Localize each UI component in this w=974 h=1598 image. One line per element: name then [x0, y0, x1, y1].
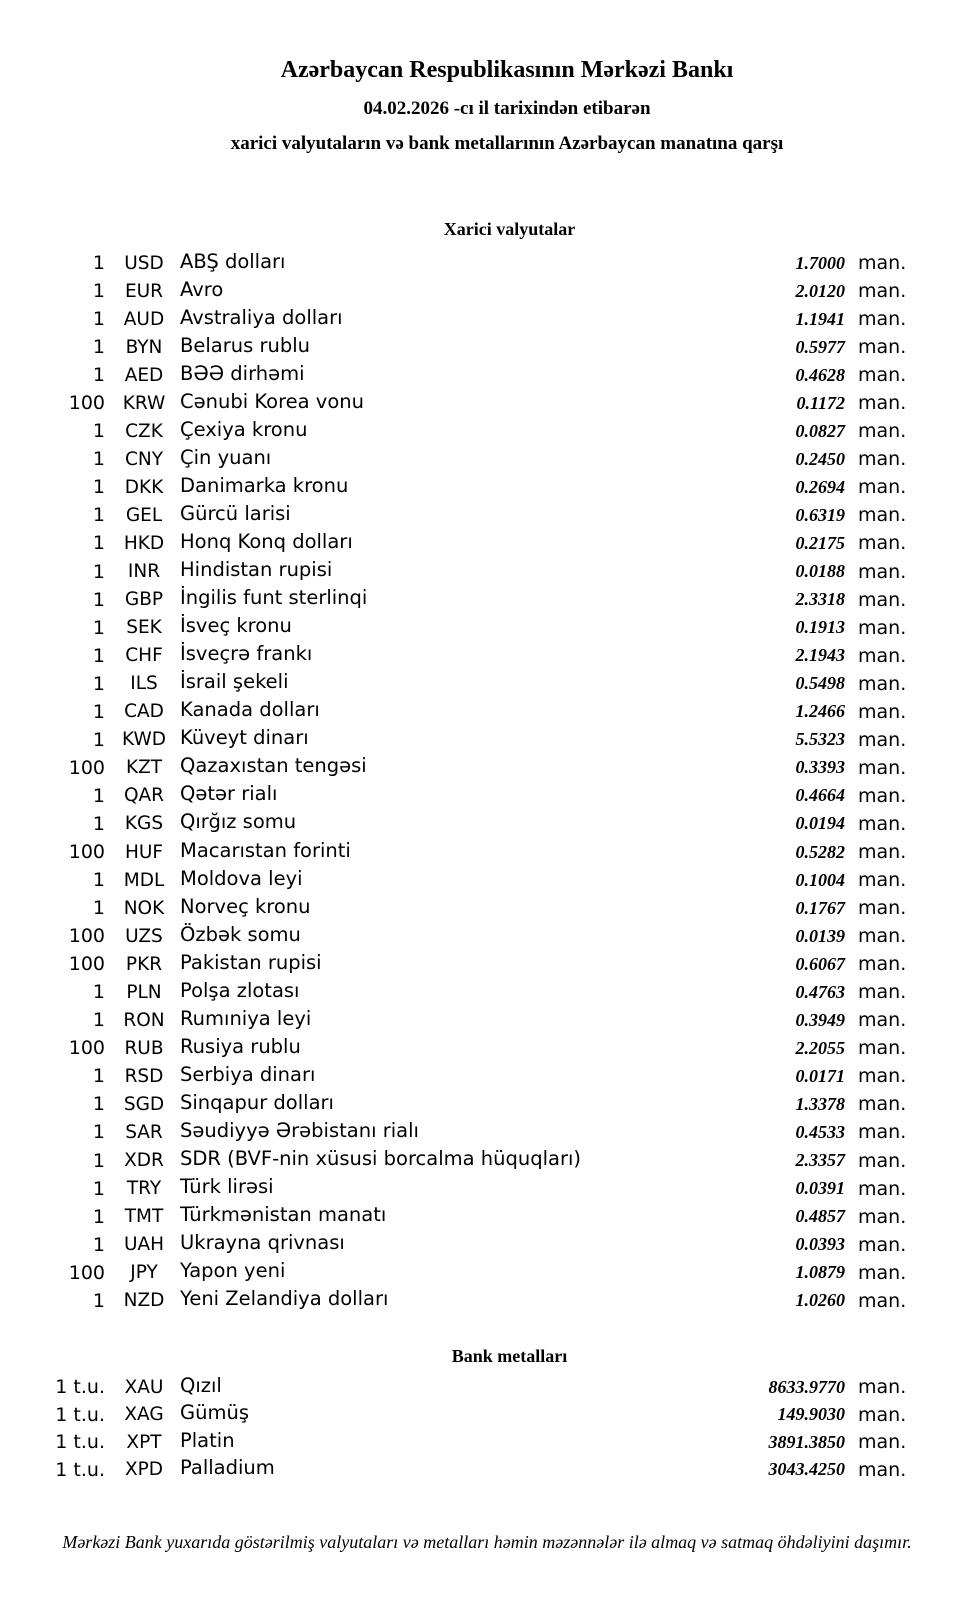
unit-label: man.	[858, 1121, 907, 1144]
currency-code: MDL	[123, 869, 165, 891]
currency-code: KGS	[124, 813, 164, 835]
rate-row	[0, 305, 909, 333]
metal-rates-table	[0, 1374, 909, 1484]
currency-code: GBP	[124, 589, 164, 611]
currency-code: DKK	[124, 476, 164, 498]
rate-value: 0.1913	[795, 617, 845, 638]
metals-section-title: Bank metalları	[451, 1345, 568, 1366]
unit-label: man.	[858, 560, 907, 583]
rate-value: 0.0188	[795, 561, 845, 582]
rate-row	[0, 1147, 909, 1175]
unit-label: man.	[858, 644, 907, 667]
currency-code: XPT	[126, 1431, 162, 1453]
unit-label: man.	[858, 897, 907, 920]
currency-name: Polşa zlotası	[180, 978, 300, 1002]
unit-label: man.	[858, 981, 907, 1004]
currency-code: PKR	[125, 953, 163, 975]
quantity-value: 1	[92, 700, 105, 723]
quantity-value: 1	[92, 728, 105, 751]
currency-name: Honq Konq dolları	[180, 529, 353, 553]
rate-value: 0.5498	[795, 673, 845, 694]
currency-code: HUF	[124, 841, 164, 863]
currency-code: XAU	[124, 1376, 164, 1398]
currency-code: USD	[124, 252, 164, 274]
rate-row	[0, 1006, 909, 1034]
quantity-value: 1	[92, 336, 105, 359]
rate-row	[0, 361, 909, 389]
unit-label: man.	[858, 448, 907, 471]
currency-name: Hindistan rupisi	[180, 558, 333, 582]
currency-name: Avro	[180, 277, 224, 301]
unit-label: man.	[858, 869, 907, 892]
rate-value: 0.1172	[796, 392, 845, 413]
bank-title: Azərbaycan Respublikasının Mərkəzi Bankı	[280, 57, 734, 83]
quantity-value: 100	[68, 756, 105, 779]
quantity-value: 1	[92, 981, 105, 1004]
currency-name: Küveyt dinarı	[180, 726, 309, 750]
currency-code: KWD	[121, 729, 166, 751]
rate-row	[0, 1456, 909, 1483]
unit-label: man.	[858, 1376, 907, 1399]
rate-row	[0, 473, 909, 501]
currency-code: QAR	[123, 785, 165, 807]
rate-value: 2.3318	[795, 589, 845, 610]
quantity-value: 1 t.u.	[55, 1431, 105, 1454]
rate-value: 0.2175	[795, 532, 845, 553]
rate-value: 5.5323	[795, 729, 845, 750]
rate-row	[0, 1374, 909, 1401]
currency-name: Rumıniya leyi	[180, 1006, 312, 1030]
quantity-value: 1	[92, 280, 105, 303]
unit-label: man.	[858, 588, 907, 611]
currency-name: İngilis funt sterlinqi	[180, 586, 368, 610]
unit-label: man.	[858, 1289, 907, 1312]
effective-date: 04.02.2026 -cı il tarixindən etibarən	[363, 98, 651, 119]
currency-code: AUD	[123, 308, 165, 330]
currency-name: Sinqapur dolları	[180, 1090, 334, 1114]
unit-label: man.	[858, 364, 907, 387]
currency-name: İsveç kronu	[180, 614, 292, 638]
currency-code: SEK	[126, 617, 162, 639]
rate-row	[0, 277, 909, 305]
rate-row	[0, 754, 909, 782]
rate-row	[0, 417, 909, 445]
currency-name: Qızıl	[180, 1373, 222, 1397]
currency-name: Özbək somu	[180, 922, 301, 946]
unit-label: man.	[858, 1403, 907, 1426]
quantity-value: 1	[92, 476, 105, 499]
rate-value: 149.9030	[777, 1404, 845, 1425]
quantity-value: 1 t.u.	[55, 1458, 105, 1481]
rate-value: 2.0120	[795, 280, 845, 301]
bulletin-header	[0, 0, 974, 155]
rate-row	[0, 1062, 909, 1090]
rate-row	[0, 670, 909, 698]
quantity-value: 1 t.u.	[55, 1403, 105, 1426]
quantity-value: 100	[68, 1037, 105, 1060]
rate-row	[0, 1034, 909, 1062]
quantity-value: 1	[92, 784, 105, 807]
currency-name: Gümüş	[180, 1401, 249, 1425]
quantity-value: 100	[68, 925, 105, 948]
currency-name: Yapon yeni	[180, 1259, 286, 1283]
unit-label: man.	[858, 756, 907, 779]
currencies-section-title: Xarici valyutalar	[443, 219, 576, 239]
quantity-value: 1	[92, 1233, 105, 1256]
rate-row	[0, 642, 909, 670]
quantity-value: 1	[92, 897, 105, 920]
rate-row	[0, 333, 909, 361]
quantity-value: 100	[68, 392, 105, 415]
rate-value: 0.2450	[795, 448, 845, 469]
unit-label: man.	[858, 280, 907, 303]
currency-code: KZT	[125, 757, 163, 779]
rate-value: 0.0194	[795, 813, 845, 834]
rate-value: 0.4763	[795, 981, 845, 1002]
rate-row	[0, 558, 909, 586]
unit-label: man.	[858, 1009, 907, 1032]
rate-value: 0.4857	[795, 1206, 845, 1227]
rate-row	[0, 698, 909, 726]
rate-value: 0.0391	[795, 1178, 845, 1199]
rate-row	[0, 782, 909, 810]
unit-label: man.	[858, 1065, 907, 1088]
currency-name: Rusiya rublu	[180, 1034, 301, 1058]
currency-code: CZK	[125, 420, 163, 442]
currency-name: Moldova leyi	[180, 866, 303, 890]
rate-value: 1.7000	[795, 252, 845, 273]
currency-code: XPD	[124, 1459, 164, 1481]
quantity-value: 1	[92, 812, 105, 835]
rate-row	[0, 726, 909, 754]
rate-row	[0, 529, 909, 557]
rate-row	[0, 950, 909, 978]
rate-row	[0, 922, 909, 950]
currency-code: INR	[127, 561, 161, 583]
unit-label: man.	[858, 504, 907, 527]
unit-label: man.	[858, 616, 907, 639]
rate-value: 1.3378	[795, 1093, 845, 1114]
currency-name: Qazaxıstan tengəsi	[180, 754, 367, 778]
unit-label: man.	[858, 1037, 907, 1060]
unit-label: man.	[858, 925, 907, 948]
rate-row	[0, 894, 909, 922]
rate-value: 8633.9770	[768, 1376, 845, 1397]
currency-code: CHF	[125, 645, 163, 667]
unit-label: man.	[858, 392, 907, 415]
quantity-value: 1	[92, 588, 105, 611]
quantity-value: 1	[92, 532, 105, 555]
quantity-value: 1	[92, 1205, 105, 1228]
quantity-value: 1	[92, 672, 105, 695]
rate-row	[0, 614, 909, 642]
quantity-value: 1	[92, 1009, 105, 1032]
unit-label: man.	[858, 252, 907, 275]
rate-value: 1.1941	[795, 308, 845, 329]
rate-value: 0.4664	[795, 785, 845, 806]
currency-code: XDR	[124, 1150, 164, 1172]
currency-name: Qətər rialı	[180, 782, 278, 806]
currency-code: NOK	[123, 897, 165, 919]
rate-value: 0.3393	[795, 757, 845, 778]
currency-code: TMT	[124, 1206, 164, 1228]
rate-value: 0.5282	[795, 841, 845, 862]
rate-value: 0.5977	[795, 336, 845, 357]
unit-label: man.	[858, 841, 907, 863]
quantity-value: 1	[92, 1289, 105, 1312]
unit-label: man.	[858, 812, 907, 835]
rate-value: 2.1943	[795, 645, 845, 666]
rate-value: 0.1767	[795, 897, 845, 918]
currency-name: Belarus rublu	[180, 333, 311, 357]
rate-row	[0, 810, 909, 838]
currency-name: Avstraliya dolları	[180, 305, 343, 329]
quantity-value: 1	[92, 448, 105, 471]
rate-value: 1.0879	[795, 1262, 845, 1283]
currency-code: NZD	[123, 1290, 165, 1312]
unit-label: man.	[858, 1177, 907, 1200]
currency-code: SGD	[123, 1093, 165, 1115]
currency-code: RON	[123, 1009, 165, 1031]
rate-row	[0, 866, 909, 894]
rate-row	[0, 389, 909, 417]
currency-code: RSD	[124, 1065, 164, 1087]
rate-value: 0.6319	[795, 504, 845, 525]
rate-value: 2.2055	[795, 1037, 845, 1058]
rate-row	[0, 1203, 909, 1231]
rate-value: 0.0827	[795, 420, 845, 441]
unit-label: man.	[858, 1093, 907, 1116]
rate-row	[0, 1401, 909, 1428]
quantity-value: 100	[68, 1261, 105, 1284]
currency-name: SDR (BVF-nin xüsusi borcalma hüquqları)	[180, 1147, 582, 1171]
currency-name: Cənubi Korea vonu	[180, 389, 364, 413]
currency-code: CNY	[124, 448, 164, 470]
unit-label: man.	[858, 476, 907, 499]
currency-name: Gürcü larisi	[180, 501, 291, 525]
unit-label: man.	[858, 1431, 907, 1454]
quantity-value: 1	[92, 1149, 105, 1172]
rate-row	[0, 586, 909, 614]
rate-row	[0, 249, 909, 277]
rate-value: 0.0139	[795, 925, 845, 946]
quantity-value: 100	[68, 841, 105, 863]
unit-label: man.	[858, 953, 907, 976]
currency-code: PLN	[126, 981, 162, 1003]
currency-code: UAH	[123, 1234, 165, 1256]
currency-name: Yeni Zelandiya dolları	[180, 1287, 389, 1311]
unit-label: man.	[858, 728, 907, 751]
currency-code: HKD	[123, 532, 165, 554]
currency-name: Palladium	[180, 1456, 275, 1480]
unit-label: man.	[858, 1261, 907, 1284]
quantity-value: 1	[92, 364, 105, 387]
rate-value: 0.2694	[795, 476, 845, 497]
rate-value: 0.4628	[795, 364, 845, 385]
quantity-value: 1	[92, 1093, 105, 1116]
quantity-value: 1	[92, 504, 105, 527]
currency-code: EUR	[124, 280, 164, 302]
currency-name: Türk lirəsi	[180, 1175, 274, 1199]
quantity-value: 1	[92, 869, 105, 892]
quantity-value: 1	[92, 1065, 105, 1088]
rate-row	[0, 445, 909, 473]
currency-code: AED	[124, 364, 164, 386]
unit-label: man.	[858, 1233, 907, 1256]
quantity-value: 1	[92, 420, 105, 443]
currency-name: Pakistan rupisi	[180, 950, 322, 974]
currency-rates-table	[0, 249, 909, 1315]
quantity-value: 1	[92, 308, 105, 331]
currency-code: CAD	[124, 701, 164, 723]
unit-label: man.	[858, 1149, 907, 1172]
quantity-value: 1	[92, 644, 105, 667]
currency-name: Serbiya dinarı	[180, 1062, 316, 1086]
unit-label: man.	[858, 336, 907, 359]
currency-name: ABŞ dolları	[180, 249, 286, 273]
rate-value: 0.3949	[795, 1009, 845, 1030]
rate-row	[0, 1429, 909, 1456]
unit-label: man.	[858, 700, 907, 723]
rate-value: 0.0393	[795, 1234, 845, 1255]
currency-name: BƏƏ dirhəmi	[180, 361, 305, 385]
rate-row	[0, 1259, 909, 1287]
rate-value: 1.2466	[795, 701, 845, 722]
currency-name: İsveçrə frankı	[180, 642, 313, 666]
rate-value: 3043.4250	[768, 1459, 845, 1480]
currency-name: Norveç kronu	[180, 894, 311, 918]
rate-value: 0.6067	[795, 953, 845, 974]
currency-name: Danimarka kronu	[180, 473, 349, 497]
rate-value: 1.0260	[795, 1290, 845, 1311]
currency-code: KRW	[122, 392, 166, 414]
quantity-value: 1	[92, 252, 105, 275]
currency-code: XAG	[124, 1404, 164, 1426]
unit-label: man.	[858, 1458, 907, 1481]
currency-name: Türkmənistan manatı	[180, 1203, 387, 1227]
quantity-value: 1	[92, 1177, 105, 1200]
rate-value: 3891.3850	[768, 1431, 845, 1452]
quantity-value: 100	[68, 953, 105, 976]
unit-label: man.	[858, 784, 907, 807]
currency-name: Qırğız somu	[180, 810, 297, 834]
quantity-value: 1	[92, 560, 105, 583]
rate-value: 0.0171	[795, 1065, 845, 1086]
rate-value: 0.4533	[795, 1121, 845, 1142]
currency-code: UZS	[125, 925, 163, 947]
rate-row	[0, 501, 909, 529]
rate-value: 2.3357	[795, 1150, 845, 1171]
unit-label: man.	[858, 672, 907, 695]
currency-name: İsrail şekeli	[180, 670, 289, 694]
quantity-value: 1	[92, 1121, 105, 1144]
rate-row	[0, 1231, 909, 1259]
rate-value: 0.1004	[795, 869, 845, 890]
currency-code: ILS	[130, 673, 158, 695]
currency-code: BYN	[125, 336, 163, 358]
bulletin-subtitle: xarici valyutaların və bank metallarının Azərbaycan manatına qarşı	[230, 133, 784, 154]
currency-code: RUB	[124, 1037, 164, 1059]
quantity-value: 1 t.u.	[55, 1376, 105, 1399]
currency-code: SAR	[125, 1121, 163, 1143]
rate-row	[0, 1090, 909, 1118]
currency-name: Ukrayna qrivnası	[180, 1231, 345, 1255]
currency-code: JPY	[130, 1262, 158, 1284]
quantity-value: 1	[92, 616, 105, 639]
unit-label: man.	[858, 532, 907, 555]
currency-code: TRY	[126, 1178, 162, 1200]
currency-name: Macarıstan forinti	[180, 838, 351, 862]
disclaimer-text: Mərkəzi Bank yuxarıda göstərilmiş valyutaları və metalları həmin məzənnələr ilə almaq və satmaq öhdəliyini daşımır.	[62, 1532, 912, 1553]
unit-label: man.	[858, 420, 907, 443]
rate-row	[0, 1287, 909, 1315]
currency-name: Səudiyyə Ərəbistanı rialı	[180, 1118, 419, 1142]
currency-name: Kanada dolları	[180, 698, 320, 722]
rate-row	[0, 838, 909, 866]
rate-row	[0, 1175, 909, 1203]
currency-name: Çexiya kronu	[180, 417, 308, 441]
unit-label: man.	[858, 308, 907, 331]
rate-row	[0, 1118, 909, 1146]
rate-row	[0, 978, 909, 1006]
currency-name: Platin	[180, 1428, 235, 1452]
unit-label: man.	[858, 1205, 907, 1228]
currency-code: GEL	[125, 504, 163, 526]
currency-name: Çin yuanı	[180, 445, 272, 469]
